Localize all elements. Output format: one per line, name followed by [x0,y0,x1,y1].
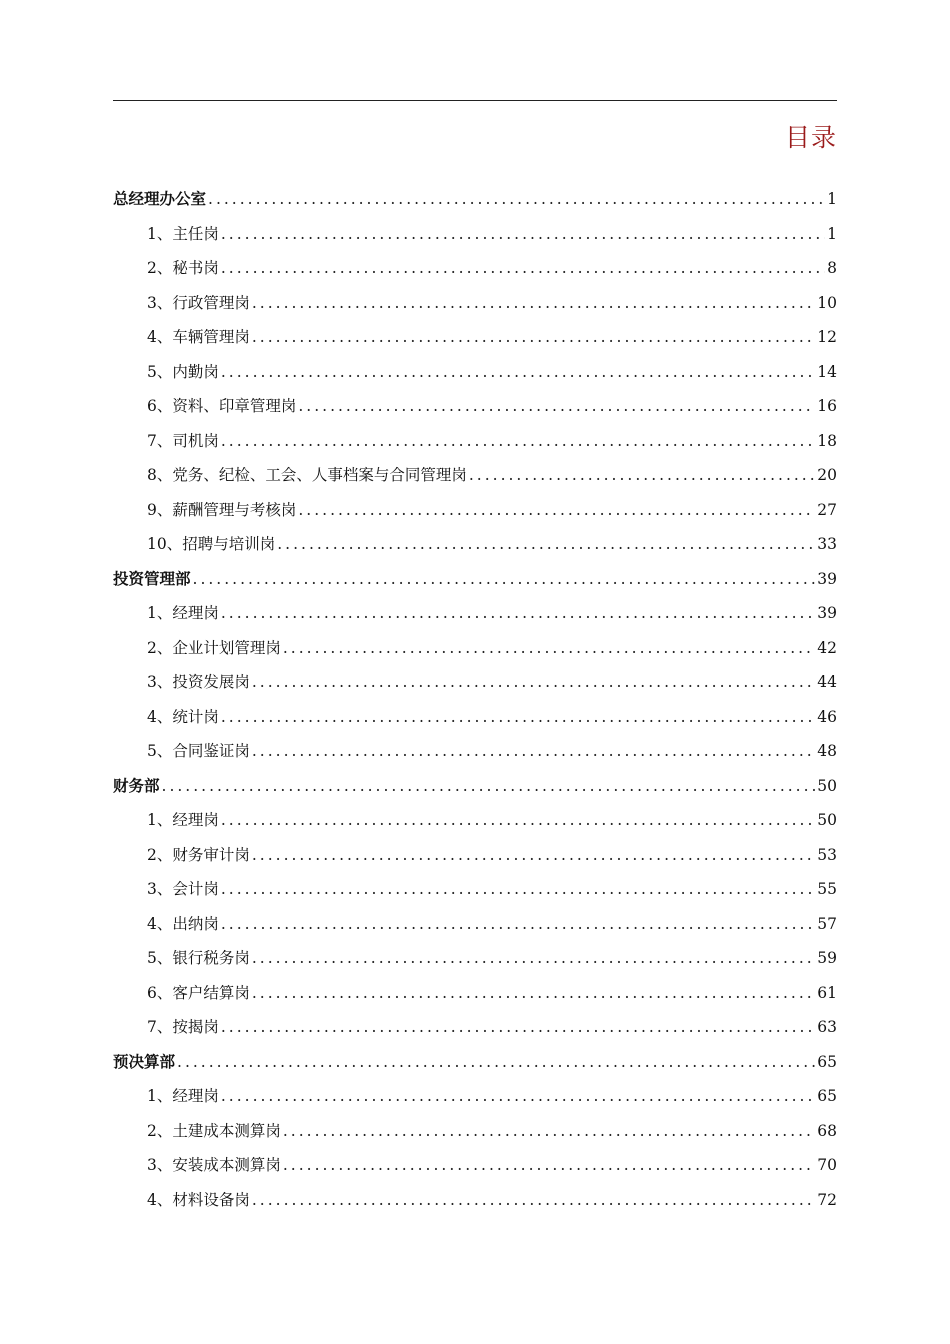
toc-dot-leader [252,665,815,700]
toc-page-number: 59 [817,949,837,967]
toc-entry-label: 7、按揭岗 [147,1018,219,1036]
toc-entry-label: 7、司机岗 [147,431,219,450]
toc-dot-leader [283,631,815,666]
toc-page-number: 44 [817,673,837,691]
toc-entry-label: 10、招聘与培训岗 [147,535,276,553]
toc-section-entry[interactable] [113,182,837,217]
toc-entry-label: 2、企业计划管理岗 [147,638,281,657]
toc-dot-leader [221,872,815,907]
toc-subentry[interactable] [113,1148,837,1183]
toc-entry-label: 3、会计岗 [147,880,219,898]
toc-page-number: 68 [817,1121,837,1140]
toc-subentry[interactable] [113,355,837,390]
toc-page-number: 72 [817,1190,837,1209]
toc-page-number: 14 [817,362,837,381]
toc-subentry[interactable] [113,734,837,769]
toc-subentry[interactable] [113,976,837,1011]
toc-entry-label: 2、秘书岗 [147,259,219,277]
toc-subentry[interactable] [113,872,837,907]
toc-entry-label: 5、合同鉴证岗 [147,742,250,760]
toc-subentry[interactable] [113,320,837,355]
toc-subentry[interactable] [113,1079,837,1114]
toc-subentry[interactable] [113,251,837,286]
toc-dot-leader [283,1148,815,1183]
toc-subentry[interactable] [113,493,837,528]
toc-entry-label: 预决算部 [113,1051,176,1071]
toc-entry-label: 6、资料、印章管理岗 [147,397,297,415]
toc-dot-leader [221,1010,815,1045]
toc-section-entry[interactable] [113,562,837,597]
toc-entry-label: 4、车辆管理岗 [147,328,250,346]
toc-page-number: 65 [817,1087,837,1105]
toc-page-number: 10 [817,293,837,312]
toc-dot-leader [221,355,815,390]
toc-subentry[interactable] [113,941,837,976]
toc-page-number: 50 [817,811,837,829]
toc-page-number: 48 [817,742,837,760]
toc-dot-leader [208,182,825,217]
toc-entry-label: 3、安装成本测算岗 [147,1156,281,1174]
toc-page-number: 1 [827,224,837,243]
toc-dot-leader [221,1079,815,1114]
toc-page-number: 70 [817,1156,837,1174]
toc-dot-leader [177,1045,815,1080]
toc-entry-label: 1、经理岗 [147,1087,219,1105]
toc-page-number: 12 [817,328,837,346]
toc-dot-leader [162,769,816,804]
toc-page-number: 63 [817,1018,837,1036]
toc-dot-leader [221,424,815,459]
toc-subentry[interactable] [113,596,837,631]
toc-dot-leader [252,734,815,769]
toc-page-number: 55 [817,880,837,898]
toc-page-number: 57 [817,914,837,933]
toc-subentry[interactable] [113,1114,837,1149]
toc-subentry[interactable] [113,1010,837,1045]
toc-entry-label: 4、统计岗 [147,707,219,726]
toc-subentry[interactable] [113,838,837,873]
toc-page-number: 46 [817,707,837,726]
toc-dot-leader [277,527,815,562]
toc-subentry[interactable] [113,803,837,838]
toc-dot-leader [252,320,815,355]
toc-entry-label: 1、经理岗 [147,811,219,829]
toc-dot-leader [221,907,815,942]
toc-entry-label: 8、党务、纪检、工会、人事档案与合同管理岗 [147,466,467,484]
toc-page-number: 42 [817,638,837,657]
toc-dot-leader [298,493,815,528]
toc-section-entry[interactable] [113,1045,837,1080]
toc-page-number: 1 [827,190,837,208]
toc-page-number: 20 [817,466,837,484]
toc-entry-label: 财务部 [113,775,160,795]
toc-page-number: 61 [817,983,837,1002]
toc-page-number: 39 [817,604,837,622]
toc-dot-leader [252,976,815,1011]
toc-subentry[interactable] [113,665,837,700]
toc-entry-label: 1、经理岗 [147,604,219,622]
toc-subentry[interactable] [113,907,837,942]
toc-page-number: 33 [817,535,837,553]
toc-section-entry[interactable] [113,769,837,804]
toc-subentry[interactable] [113,389,837,424]
toc-dot-leader [221,217,825,252]
toc-subentry[interactable] [113,458,837,493]
toc-dot-leader [283,1114,815,1149]
toc-page-number: 27 [817,500,837,519]
toc-dot-leader [221,251,825,286]
toc-entry-label: 4、出纳岗 [147,914,219,933]
toc-entry-label: 5、银行税务岗 [147,949,250,967]
toc-dot-leader [221,700,815,735]
toc-page-number: 18 [817,431,837,450]
toc-title: 目录 [784,123,837,152]
toc-entry-label: 总经理办公室 [113,189,207,208]
toc-entry-label: 投资管理部 [113,568,191,588]
toc-dot-leader [469,458,815,493]
toc-page-number: 65 [817,1052,837,1071]
toc-dot-leader [252,838,815,873]
toc-subentry[interactable] [113,1183,837,1218]
toc-entry-label: 5、内勤岗 [147,362,219,381]
toc-entry-label: 9、薪酬管理与考核岗 [147,500,297,519]
toc-entry-label: 3、行政管理岗 [147,293,250,312]
toc-subentry[interactable] [113,700,837,735]
toc-dot-leader [252,1183,815,1218]
toc-dot-leader [298,389,815,424]
toc-subentry[interactable] [113,286,837,321]
toc-page-number: 16 [817,397,837,415]
toc-entry-label: 4、材料设备岗 [147,1190,250,1209]
toc-entry-label: 3、投资发展岗 [147,673,250,691]
toc-entry-label: 2、财务审计岗 [147,845,250,864]
toc-page-number: 39 [817,569,837,588]
toc-subentry[interactable] [113,527,837,562]
toc-page-number: 8 [827,259,837,277]
toc-entry-label: 1、主任岗 [147,224,219,243]
toc-dot-leader [252,286,815,321]
toc-subentry[interactable] [113,424,837,459]
toc-page-number: 53 [817,845,837,864]
toc-dot-leader [193,562,816,597]
toc-entry-label: 2、土建成本测算岗 [147,1121,281,1140]
toc-entry-label: 6、客户结算岗 [147,983,250,1002]
toc-dot-leader [252,941,815,976]
toc-dot-leader [221,803,815,838]
header-rule [113,100,837,101]
toc-dot-leader [221,596,815,631]
toc-list [113,182,837,1217]
toc-subentry[interactable] [113,631,837,666]
toc-page-number: 50 [817,776,837,795]
toc-subentry[interactable] [113,217,837,252]
